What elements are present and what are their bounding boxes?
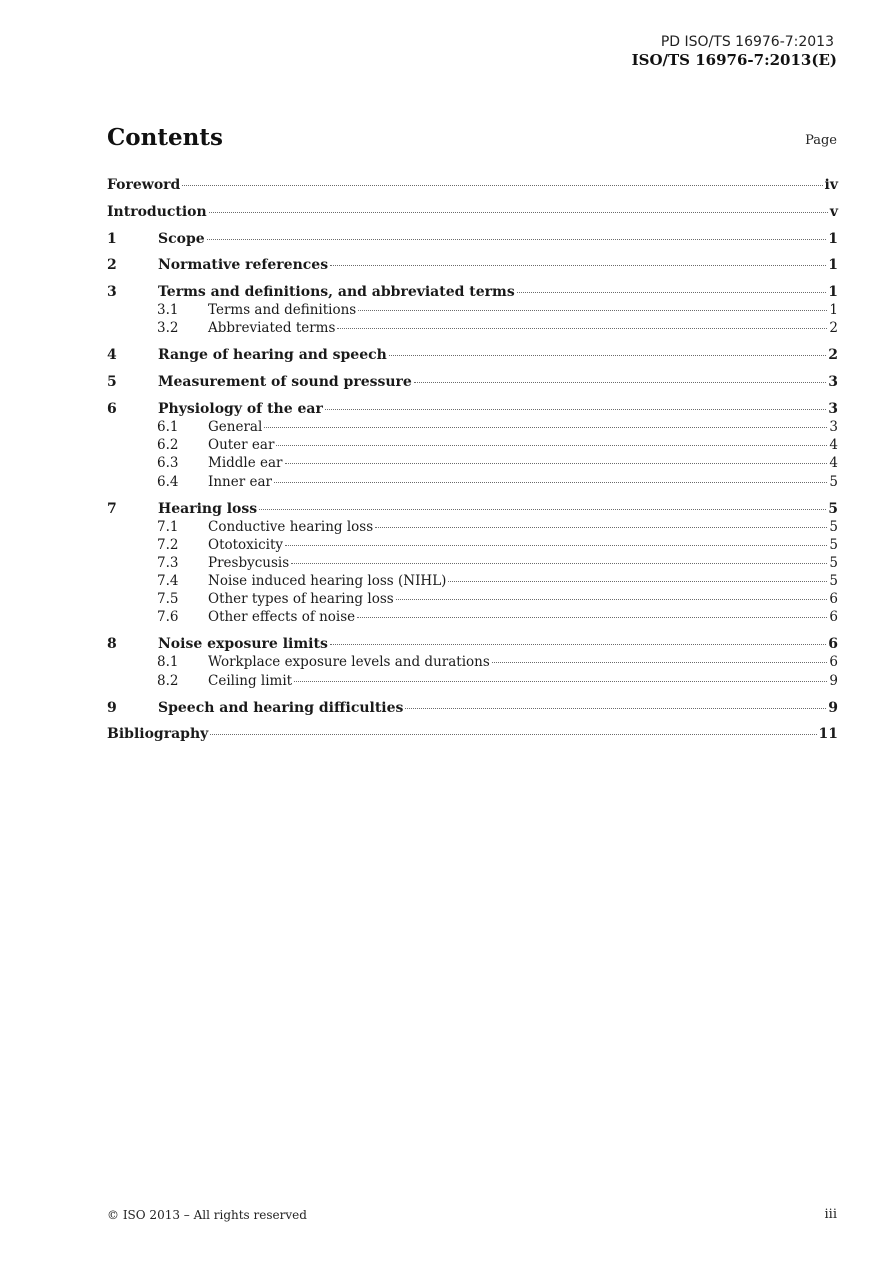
toc-entry-page: iv: [824, 177, 838, 193]
toc-entry-page: 1: [828, 284, 838, 301]
table-of-contents: [107, 176, 838, 743]
dot-leader: [276, 444, 827, 446]
toc-entry-page: 1: [828, 230, 838, 247]
dot-leader: [182, 184, 822, 186]
toc-entry-label: Introduction: [107, 203, 207, 220]
toc-entry-page: 6: [829, 654, 838, 671]
toc-entry-label: Terms and definitions: [208, 302, 357, 319]
toc-entry-number: 3: [107, 284, 117, 301]
toc-entry[interactable]: [107, 635, 838, 653]
document-id-header: PD ISO/TS 16976-7:2013: [660, 34, 834, 50]
toc-entry-number: 2: [107, 257, 117, 274]
dot-leader: [291, 562, 827, 564]
toc-entry-page: 6: [829, 609, 838, 626]
toc-entry-page: 3: [829, 418, 838, 435]
toc-entry-page: 5: [829, 536, 838, 553]
toc-entry-label: Physiology of the ear: [158, 400, 323, 417]
dot-leader: [492, 661, 828, 663]
toc-entry-label: Normative references: [158, 257, 329, 274]
toc-entry[interactable]: [107, 473, 838, 491]
toc-entry-label: Other effects of noise: [208, 609, 356, 626]
dot-leader: [448, 580, 827, 582]
toc-entry[interactable]: [107, 536, 838, 554]
dot-leader: [358, 309, 827, 311]
dot-leader: [325, 408, 826, 410]
toc-entry-page: 6: [828, 636, 838, 653]
dot-leader: [414, 381, 826, 383]
toc-entry-label: Abbreviated terms: [208, 320, 336, 337]
dot-leader: [210, 733, 816, 735]
toc-entry[interactable]: [107, 699, 838, 717]
toc-entry[interactable]: [107, 319, 838, 337]
toc-entry[interactable]: [107, 256, 838, 274]
dot-leader: [285, 462, 828, 464]
toc-entry-page: 3: [828, 374, 838, 391]
toc-entry[interactable]: [107, 346, 838, 364]
toc-entry[interactable]: [107, 725, 838, 743]
toc-entry-page: 5: [829, 554, 838, 571]
toc-entry-label: General: [208, 418, 263, 435]
toc-entry[interactable]: [107, 301, 838, 319]
toc-entry[interactable]: [107, 572, 838, 590]
toc-entry-number: 7.2: [157, 536, 179, 553]
toc-entry-label: Other types of hearing loss: [208, 591, 394, 608]
toc-entry[interactable]: [107, 418, 838, 436]
dot-leader: [294, 680, 827, 682]
toc-entry[interactable]: [107, 518, 838, 536]
toc-entry-label: Workplace exposure levels and durations: [208, 654, 490, 671]
toc-entry-label: Outer ear: [208, 437, 275, 454]
toc-entry[interactable]: [107, 373, 838, 391]
toc-entry-page: 5: [829, 518, 838, 535]
toc-entry-label: Middle ear: [208, 455, 283, 472]
toc-entry-label: Noise exposure limits: [158, 636, 328, 653]
toc-entry-number: 6.2: [157, 437, 179, 454]
page-title: Contents: [107, 124, 223, 151]
toc-entry-label: Noise induced hearing loss (NIHL): [208, 573, 447, 590]
copyright-notice: © ISO 2013 – All rights reserved: [107, 1208, 307, 1222]
dot-leader: [207, 238, 827, 240]
toc-entry[interactable]: [107, 203, 838, 221]
dot-leader: [357, 616, 827, 618]
toc-entry-number: 6.3: [157, 455, 179, 472]
dot-leader: [209, 211, 828, 213]
toc-entry-number: 7.5: [157, 591, 179, 608]
toc-entry[interactable]: [107, 653, 838, 671]
toc-entry[interactable]: [107, 608, 838, 626]
toc-entry-label: Speech and hearing difficulties: [158, 699, 404, 716]
toc-entry-number: 7.1: [157, 518, 179, 535]
toc-entry[interactable]: [107, 436, 838, 454]
toc-entry-number: 6.1: [157, 418, 179, 435]
toc-entry-number: 7.4: [157, 573, 179, 590]
dot-leader: [264, 426, 827, 428]
toc-entry-number: 9: [107, 699, 117, 716]
toc-entry-label: Foreword: [107, 177, 181, 193]
dot-leader: [389, 354, 826, 356]
toc-entry-page: 3: [828, 400, 838, 417]
toc-entry-page: 1: [828, 257, 838, 274]
toc-entry-label: Hearing loss: [158, 500, 258, 517]
dot-leader: [517, 291, 827, 293]
toc-entry-page: 6: [829, 591, 838, 608]
toc-entry-page: v: [829, 203, 838, 220]
toc-entry[interactable]: [107, 500, 838, 518]
dot-leader: [337, 327, 827, 329]
toc-entry[interactable]: [107, 400, 838, 418]
dot-leader: [259, 508, 826, 510]
toc-entry[interactable]: [107, 672, 838, 690]
toc-entry-number: 1: [107, 230, 117, 247]
toc-entry-page: 5: [828, 500, 838, 517]
toc-entry-page: 2: [829, 320, 838, 337]
toc-entry[interactable]: [107, 454, 838, 472]
toc-entry[interactable]: [107, 554, 838, 572]
toc-entry-page: 11: [818, 726, 838, 743]
toc-entry-label: Range of hearing and speech: [158, 347, 387, 364]
toc-entry-page: 9: [828, 699, 838, 716]
toc-entry[interactable]: [107, 176, 838, 194]
toc-entry-label: Ototoxicity: [208, 536, 284, 553]
toc-entry-page: 2: [828, 347, 838, 364]
page-number: iii: [824, 1207, 837, 1222]
toc-entry[interactable]: [107, 283, 838, 301]
toc-entry-page: 1: [829, 302, 838, 319]
toc-entry-label: Presbycusis: [208, 554, 290, 571]
toc-entry-number: 7: [107, 500, 117, 517]
toc-entry-page: 5: [829, 573, 838, 590]
dot-leader: [274, 481, 827, 483]
toc-entry-page: 9: [829, 672, 838, 689]
toc-entry-label: Terms and definitions, and abbreviated terms: [158, 284, 515, 301]
toc-entry-page: 5: [829, 473, 838, 490]
document-id-header-bold: ISO/TS 16976-7:2013(E): [631, 51, 837, 69]
toc-entry-label: Ceiling limit: [208, 672, 293, 689]
toc-entry[interactable]: [107, 230, 838, 248]
page-column-label: Page: [805, 133, 837, 148]
toc-entry-number: 6: [107, 400, 117, 417]
toc-entry-number: 4: [107, 347, 117, 364]
toc-entry-number: 8.2: [157, 672, 179, 689]
toc-entry-number: 7.6: [157, 609, 179, 626]
toc-entry-page: 4: [829, 437, 838, 454]
toc-entry-number: 8: [107, 636, 117, 653]
dot-leader: [405, 707, 826, 709]
toc-entry-number: 3.1: [157, 302, 179, 319]
toc-entry-label: Measurement of sound pressure: [158, 374, 412, 391]
toc-entry-page: 4: [829, 455, 838, 472]
toc-entry-number: 8.1: [157, 654, 179, 671]
toc-entry-label: Scope: [158, 230, 205, 247]
toc-entry-label: Conductive hearing loss: [208, 518, 374, 535]
toc-entry-label: Bibliography: [107, 726, 209, 743]
toc-entry[interactable]: [107, 590, 838, 608]
dot-leader: [396, 598, 828, 600]
dot-leader: [330, 264, 826, 266]
toc-entry-number: 6.4: [157, 473, 179, 490]
toc-entry-number: 3.2: [157, 320, 179, 337]
toc-entry-number: 5: [107, 374, 117, 391]
dot-leader: [375, 526, 827, 528]
toc-entry-label: Inner ear: [208, 473, 272, 490]
dot-leader: [285, 544, 827, 546]
dot-leader: [330, 643, 826, 645]
toc-entry-number: 7.3: [157, 554, 179, 571]
